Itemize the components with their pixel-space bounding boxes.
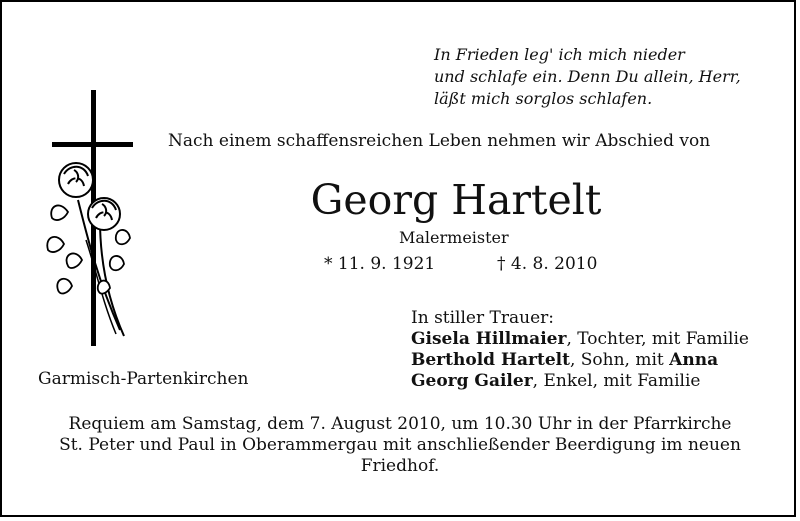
verse-line: und schlafe ein. Denn Du allein, Herr, bbox=[434, 67, 741, 86]
requiem-text bbox=[22, 414, 778, 477]
mourner-line bbox=[411, 329, 749, 350]
mourner-line bbox=[411, 350, 749, 371]
birth-date: * 11. 9. 1921 bbox=[324, 254, 436, 274]
verse bbox=[434, 44, 741, 110]
mourner-name: Georg Gailer bbox=[411, 371, 533, 391]
requiem-line: Friedhof. bbox=[360, 456, 440, 476]
verse-line: läßt mich sorglos schlafen. bbox=[434, 89, 653, 108]
mourner-relation: , Sohn, mit bbox=[569, 350, 670, 370]
death-date: † 4. 8. 2010 bbox=[497, 254, 598, 274]
requiem-line: Requiem am Samstag, dem 7. August 2010, um 10.30 Uhr in der Pfarrkirche bbox=[68, 414, 732, 434]
mourner-name: Anna bbox=[669, 350, 719, 370]
mourner-name: Berthold Hartelt bbox=[411, 350, 570, 370]
mourner-name: Gisela Hillmaier bbox=[411, 329, 567, 349]
mourning-heading: In stiller Trauer: bbox=[411, 308, 554, 328]
mourner-line bbox=[411, 371, 749, 392]
requiem-line: St. Peter und Paul in Oberammergau mit anschließender Beerdigung im neuen bbox=[59, 435, 741, 455]
verse-line: In Frieden leg' ich mich nieder bbox=[434, 45, 685, 64]
mourner-relation: , Enkel, mit Familie bbox=[532, 371, 701, 391]
mourner-relation: , Tochter, mit Familie bbox=[566, 329, 749, 349]
mourners-block bbox=[411, 308, 749, 392]
deceased-name: Georg Hartelt bbox=[310, 176, 602, 224]
intro-text: Nach einem schaffensreichen Leben nehmen wir Abschied von bbox=[168, 131, 711, 151]
deceased-title: Malermeister bbox=[399, 228, 509, 247]
place-name: Garmisch-Partenkirchen bbox=[38, 369, 249, 389]
